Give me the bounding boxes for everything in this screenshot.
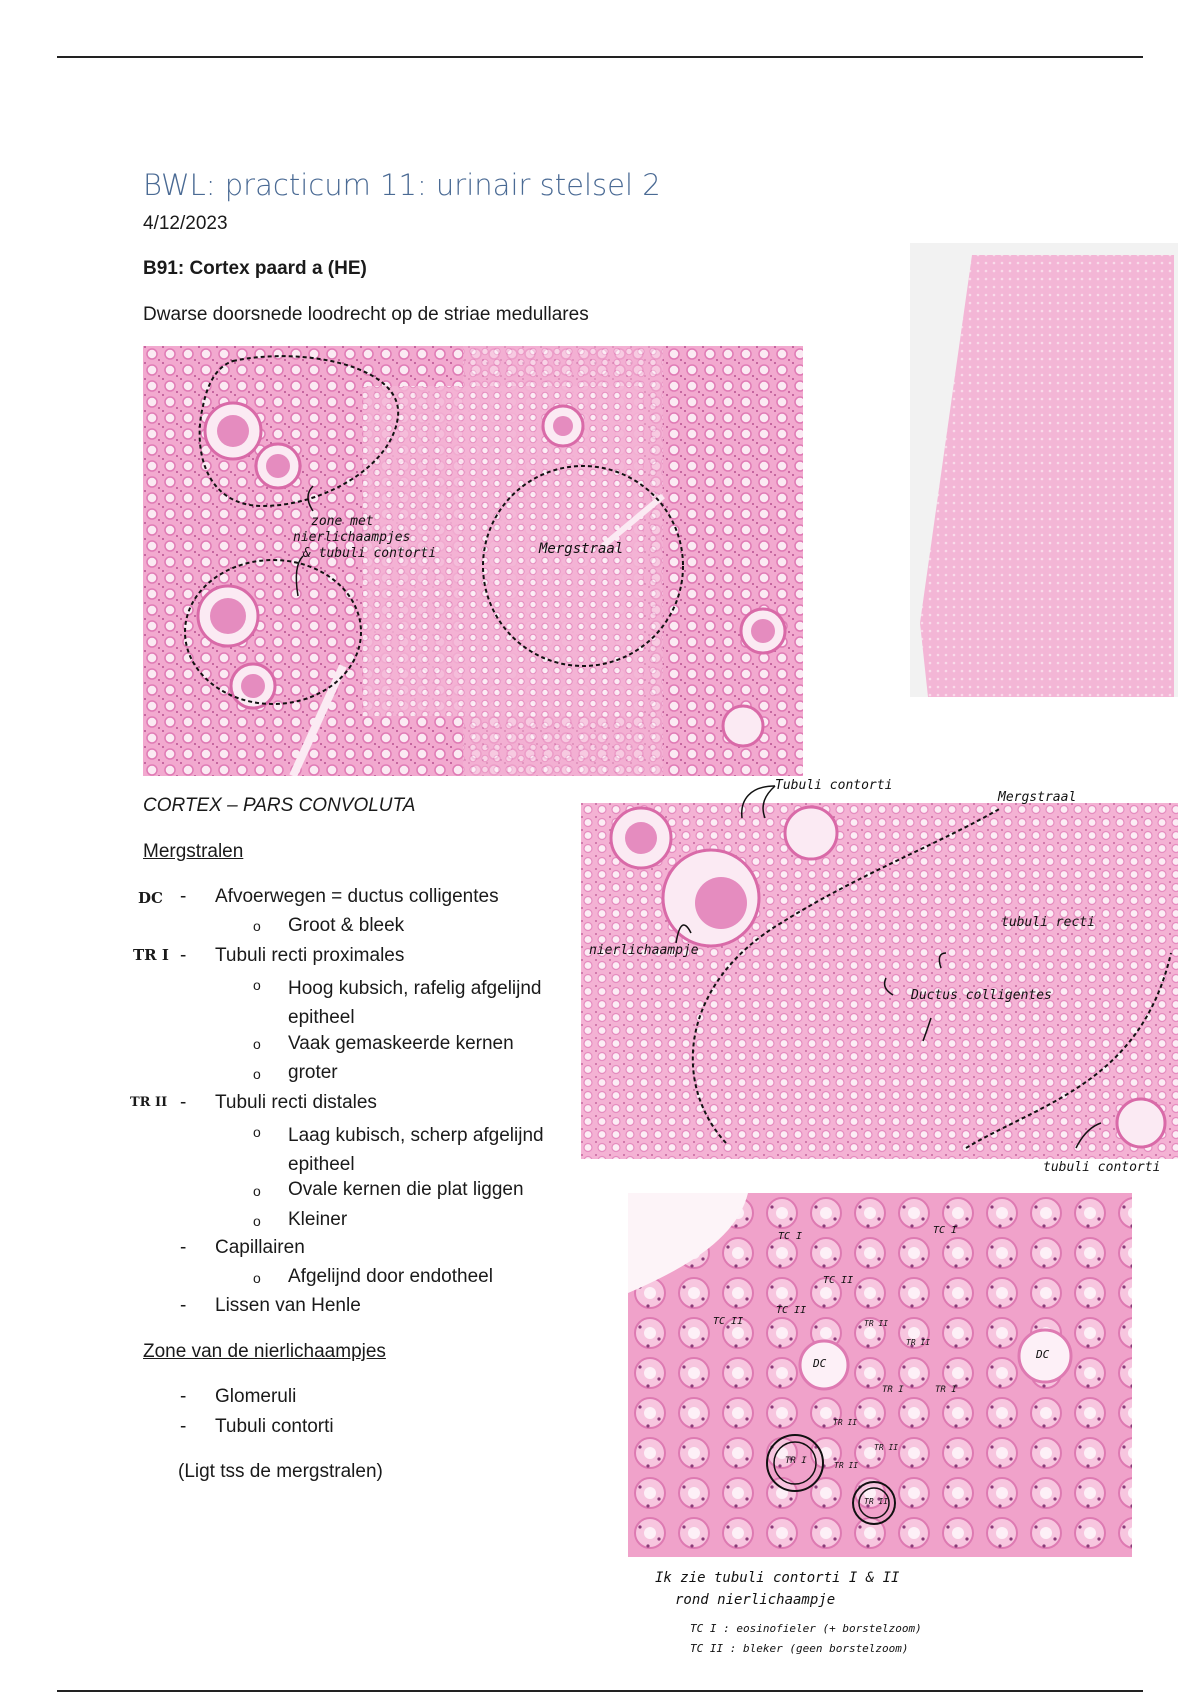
label-tr2-b: TR II xyxy=(906,1338,931,1347)
bullet: o xyxy=(253,918,261,934)
label-tubuli-contorti-bottom: tubuli contorti xyxy=(1043,1160,1161,1175)
item-label-tr-dist: Tubuli recti distales xyxy=(215,1092,377,1113)
top-rule xyxy=(57,56,1143,58)
micrograph-medullary-ray-svg xyxy=(581,803,1178,1159)
label-tr2-e: TR II xyxy=(834,1461,859,1470)
note-line2: rond nierlichaampje xyxy=(675,1592,836,1608)
label-tc2-b: TC II xyxy=(713,1316,744,1327)
page-date: 4/12/2023 xyxy=(143,213,228,234)
label-tr1-b: TR I xyxy=(935,1385,957,1395)
mergstralen-title: Mergstralen xyxy=(143,841,244,862)
bullet: o xyxy=(253,1270,261,1286)
dash: - xyxy=(180,1092,187,1113)
micrograph-overview-svg xyxy=(143,346,803,776)
label-tc1-a: TC I xyxy=(778,1231,803,1242)
label-zone-line2: nierlichaampjes xyxy=(293,530,411,545)
bullet: o xyxy=(253,1213,261,1229)
label-tc1-b: TC I xyxy=(933,1225,958,1236)
sub-hoog-kubisch: Hoog kubsich, rafelig afgelijnd epitheel xyxy=(288,978,542,1028)
note-line1: Ik zie tubuli contorti I & II xyxy=(655,1570,900,1586)
label-ductus-colligentes: Ductus colligentes xyxy=(911,988,1052,1003)
label-mergstraal-2: Mergstraal xyxy=(998,790,1077,805)
sub-ovale-kernen: Ovale kernen die plat liggen xyxy=(288,1179,524,1200)
bullet: o xyxy=(253,1124,261,1140)
label-dc-b: DC xyxy=(1036,1348,1050,1361)
label-mergstraal: Mergstraal xyxy=(539,541,624,557)
legend-tc2: TC II : bleker (geen borstelzoom) xyxy=(690,1642,909,1655)
item-label-ductus: Afvoerwegen = ductus colligentes xyxy=(215,886,499,907)
legend-tc1: TC I : eosinofieler (+ borstelzoom) xyxy=(690,1622,922,1635)
dash: - xyxy=(180,1237,187,1258)
label-dc-a: DC xyxy=(813,1357,827,1370)
whole-slide-image xyxy=(910,243,1178,697)
abbr-dc: DC xyxy=(138,889,163,907)
whole-slide-svg xyxy=(910,243,1178,697)
label-tubuli-recti: tubuli recti xyxy=(1001,915,1095,930)
arrows-fig2-top xyxy=(710,780,830,820)
zone-note: (Ligt tss de mergstralen) xyxy=(178,1461,383,1482)
bullet: o xyxy=(253,1036,261,1052)
item-label-tr-prox: Tubuli recti proximales xyxy=(215,945,405,966)
dash: - xyxy=(180,1386,187,1407)
micrograph-tubuli-detail xyxy=(628,1193,1132,1557)
sub-groter: groter xyxy=(288,1062,338,1083)
label-tr1-circled: TR I xyxy=(785,1456,807,1466)
sub-endotheel: Afgelijnd door endotheel xyxy=(288,1266,493,1287)
label-zone-line1: zone met xyxy=(311,514,374,529)
page-title: BWL: practicum 11: urinair stelsel 2 xyxy=(143,168,661,202)
zone-item-glomeruli: Glomeruli xyxy=(215,1386,297,1407)
abbr-tr1: TR I xyxy=(133,946,169,964)
label-tr2-a: TR II xyxy=(864,1319,889,1328)
section-title: CORTEX – PARS CONVOLUTA xyxy=(143,795,416,816)
zone-item-tubuli: Tubuli contorti xyxy=(215,1416,334,1437)
micrograph-medullary-ray xyxy=(581,803,1178,1159)
label-tr1-a: TR I xyxy=(882,1385,904,1395)
item-label-capillairen: Capillairen xyxy=(215,1237,305,1258)
dash: - xyxy=(180,1295,187,1316)
bullet: o xyxy=(253,1183,261,1199)
dash: - xyxy=(180,945,187,966)
label-tr2-circled: TR II xyxy=(864,1497,889,1506)
abbr-tr2: TR II xyxy=(130,1095,168,1110)
label-tc2-a: TC II xyxy=(823,1275,854,1286)
slide-heading: B91: Cortex paard a (HE) xyxy=(143,258,367,279)
zone-title: Zone van de nierlichaampjes xyxy=(143,1341,386,1362)
slide-subtitle: Dwarse doorsnede loodrecht op de striae medullares xyxy=(143,304,589,325)
micrograph-overview xyxy=(143,346,803,776)
label-tubuli-contorti-top: Tubuli contorti xyxy=(775,778,893,793)
label-tc2-c: TC II xyxy=(776,1305,807,1316)
bullet: o xyxy=(253,1066,261,1082)
sub-gemaskeerd: Vaak gemaskeerde kernen xyxy=(288,1033,514,1054)
label-tr2-d: TR II xyxy=(874,1443,899,1452)
bullet: o xyxy=(253,977,261,993)
label-tr2-c: TR II xyxy=(833,1418,858,1427)
sub-laag-kubisch: Laag kubisch, scherp afgelijnd epitheel xyxy=(288,1125,544,1175)
sub-groot-bleek: Groot & bleek xyxy=(288,915,405,936)
bottom-rule xyxy=(57,1690,1143,1692)
sub-kleiner: Kleiner xyxy=(288,1209,348,1230)
label-nierlichaampje: nierlichaampje xyxy=(589,943,699,958)
dash: - xyxy=(180,1416,187,1437)
item-label-henle: Lissen van Henle xyxy=(215,1295,361,1316)
dash: - xyxy=(180,886,187,907)
label-zone-line3: & tubuli contorti xyxy=(303,546,437,561)
